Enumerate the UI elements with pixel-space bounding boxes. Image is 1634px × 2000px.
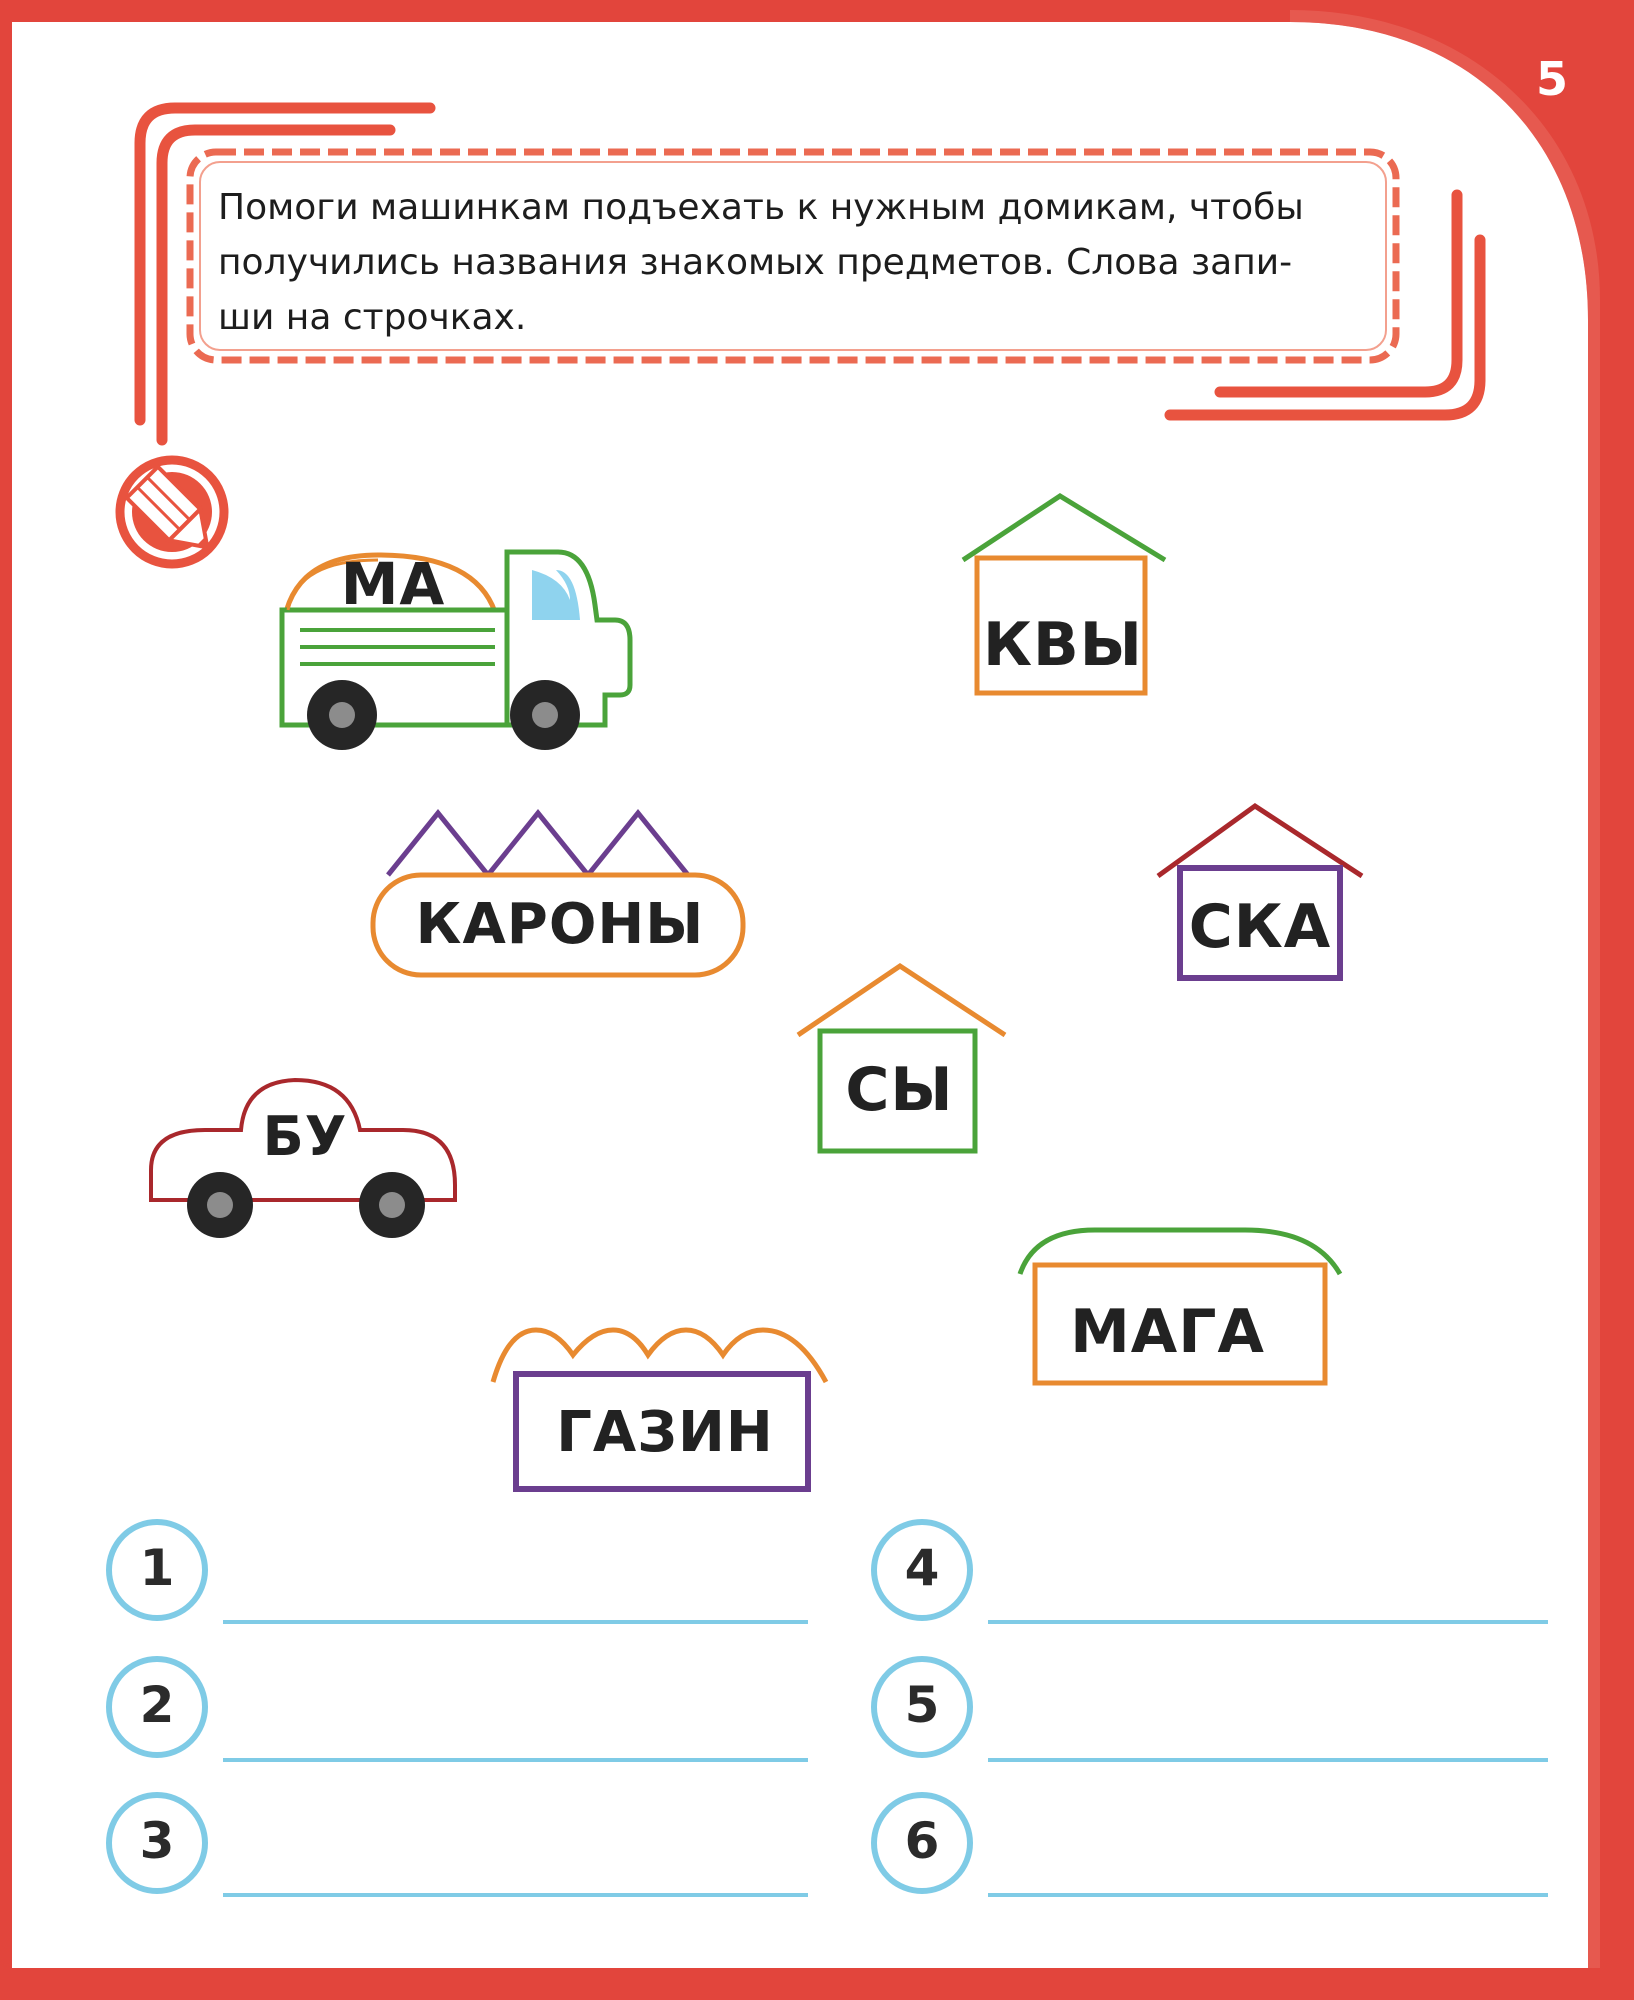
house-syllable: СКА (1188, 892, 1332, 962)
answer-circles (0, 1500, 1634, 1920)
answer-number: 4 (904, 1539, 940, 1597)
answer-number: 2 (139, 1676, 175, 1734)
house-syllable: МАГА (1070, 1297, 1265, 1367)
vehicle-syllable: МА (340, 550, 446, 618)
task-instruction (218, 180, 1388, 345)
truck-wheel (307, 680, 377, 750)
answer-number: 5 (904, 1676, 940, 1734)
answer-line-3[interactable] (223, 1893, 808, 1897)
task-line-2: получились названия знакомых предметов. Слова запи- (218, 242, 1293, 283)
vehicle-syllable: КАРОНЫ (415, 892, 705, 957)
vehicle-syllable: БУ (262, 1105, 348, 1168)
task-line-3: ши на строчках. (218, 297, 527, 338)
answer-number: 1 (139, 1539, 175, 1597)
page-number: 5 (1535, 52, 1568, 106)
answer-line-6[interactable] (988, 1893, 1548, 1897)
answer-number: 3 (139, 1812, 175, 1870)
house-syllable: КВЫ (983, 610, 1143, 680)
answer-line-2[interactable] (223, 1758, 808, 1762)
answer-number: 6 (904, 1812, 940, 1870)
vehicle-syllable: ГАЗИН (556, 1400, 774, 1465)
answer-line-5[interactable] (988, 1758, 1548, 1762)
pencil-icon (120, 460, 224, 564)
car-wheel (187, 1172, 253, 1238)
car-wheel (359, 1172, 425, 1238)
answer-line-1[interactable] (223, 1620, 808, 1624)
house-syllable: СЫ (845, 1055, 954, 1125)
answer-line-4[interactable] (988, 1620, 1548, 1624)
task-line-1: Помоги машинкам подъехать к нужным домикам, чтобы (218, 187, 1304, 228)
truck-wheel (510, 680, 580, 750)
